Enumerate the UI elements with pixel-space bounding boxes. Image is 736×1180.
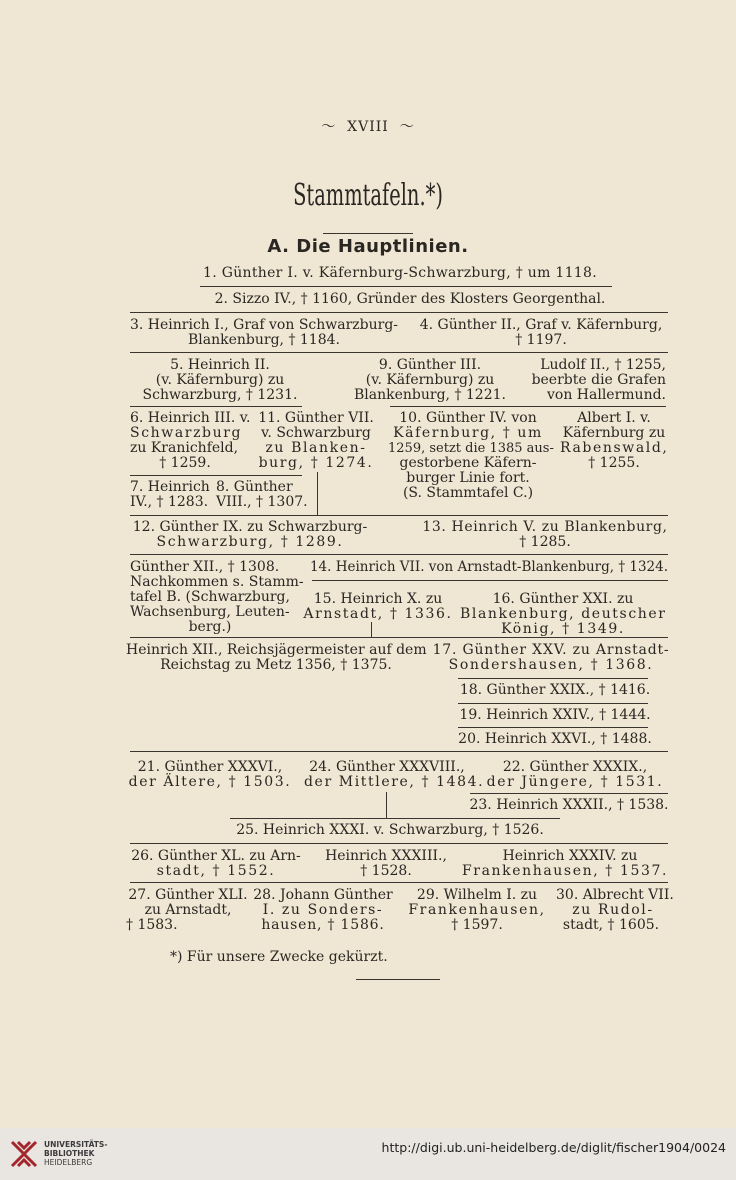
entry-13-line-1: 13. Heinrich V. zu Blankenburg, xyxy=(422,519,668,535)
entry-10-line-2: Käfernburg, † um xyxy=(393,425,543,441)
descent-line-15 xyxy=(371,622,372,638)
entry-6-line-2: Schwarzburg xyxy=(130,425,243,441)
entry-10-line-1: 10. Günther IV. von xyxy=(399,410,537,426)
entry-15-line-2: Arnstadt, † 1336. xyxy=(303,606,453,622)
entry-6-line-3: zu Kranichfeld, xyxy=(130,440,239,456)
bracket-9 xyxy=(390,406,666,407)
entry-29-line-1: 29. Wilhelm I. zu xyxy=(416,887,538,903)
entry-21-line-2: der Ältere, † 1503. xyxy=(128,774,292,790)
entry-28-line-3: hausen, † 1586. xyxy=(261,917,385,933)
entry-hxii-line-1: Heinrich XII., Reichsjägermeister auf dem xyxy=(126,642,427,658)
entry-22-line-2: der Jüngere, † 1531. xyxy=(486,774,664,790)
entry-30-line-1: 30. Albrecht VII. xyxy=(556,887,674,903)
logo-line-1: UNIVERSITÄTS- xyxy=(44,1140,108,1149)
entry-ludolf-line-2: beerbte die Grafen xyxy=(531,372,666,388)
entry-albert-line-4: † 1255. xyxy=(588,455,640,471)
entry-12-line-2: Schwarzburg, † 1289. xyxy=(156,534,344,550)
entry-9-line-3: Blankenburg, † 1221. xyxy=(354,387,506,403)
entry-xii-line-5: berg.) xyxy=(188,619,232,635)
entry-10-line-6: (S. Stammtafel C.) xyxy=(402,485,534,501)
entry-18: 18. Günther XXIX., † 1416. xyxy=(459,682,651,698)
entry-16-line-2: Blankenburg, deutscher xyxy=(460,606,667,622)
bracket-6 xyxy=(130,475,302,476)
entry-xii-line-4: Wachsenburg, Leuten- xyxy=(130,604,290,620)
entry-7-line-2: IV., † 1283. xyxy=(130,494,209,510)
entry-xii-line-3: tafel B. (Schwarzburg, xyxy=(130,589,290,605)
entry-11-line-4: burg, † 1274. xyxy=(258,455,374,471)
entry-4-line-1: 4. Günther II., Graf v. Käfernburg, xyxy=(419,317,663,333)
entry-19: 19. Heinrich XXIV., † 1444. xyxy=(459,707,651,723)
entry-4-line-2: † 1197. xyxy=(515,332,567,348)
entry-13-line-2: † 1285. xyxy=(519,534,571,550)
bracket-25 xyxy=(130,843,668,844)
entry-27-line-3: † 1583. xyxy=(126,917,178,933)
entry-26-line-1: 26. Günther XL. zu Arn- xyxy=(131,848,301,864)
bracket-19 xyxy=(458,727,648,728)
page-number: 〜 XVIII 〜 xyxy=(321,119,415,135)
footer-bar xyxy=(0,1128,736,1180)
entry-hxxxiv-line-1: Heinrich XXXIV. zu xyxy=(502,848,638,864)
bracket-15 xyxy=(130,637,668,638)
entry-hxxxiii-line-1: Heinrich XXXIII., xyxy=(325,848,447,864)
entry-17-line-2: Sondershausen, † 1368. xyxy=(448,657,654,673)
bracket-22 xyxy=(470,793,668,794)
entry-hxxxiii-line-2: † 1528. xyxy=(360,863,412,879)
bracket-3 xyxy=(130,352,668,353)
entry-27-line-2: zu Arnstadt, xyxy=(144,902,232,918)
entry-16-line-1: 16. Günther XXI. zu xyxy=(492,591,634,607)
entry-5-line-1: 5. Heinrich II. xyxy=(170,357,270,373)
entry-24-line-2: der Mittlere, † 1484. xyxy=(304,774,485,790)
entry-30-line-2: zu Rudol- xyxy=(572,902,654,918)
entry-30-line-3: stadt, † 1605. xyxy=(562,917,660,933)
bracket-11 xyxy=(130,515,668,516)
entry-22-line-1: 22. Günther XXXIX., xyxy=(502,759,648,775)
bracket-17 xyxy=(458,678,648,679)
entry-11-line-2: v. Schwarzburg xyxy=(261,425,371,441)
entry-ludolf-line-3: von Hallermund. xyxy=(546,387,666,403)
entry-11-line-3: zu Blanken- xyxy=(265,440,367,456)
section-heading: A. Die Hauptlinien. xyxy=(267,236,469,257)
entry-5-line-2: (v. Käfernburg) zu xyxy=(155,372,285,388)
entry-6-line-4: † 1259. xyxy=(159,455,211,471)
logo-line-2: BIBLIOTHEK xyxy=(44,1149,95,1158)
bracket-2 xyxy=(130,312,668,313)
entry-albert-line-3: Rabenswald, xyxy=(560,440,669,456)
entry-10-line-5: burger Linie fort. xyxy=(406,470,530,486)
entry-albert-line-2: Käfernburg zu xyxy=(562,425,666,441)
title-rule xyxy=(323,233,413,234)
entry-ludolf-line-1: Ludolf II., † 1255, xyxy=(540,357,666,373)
entry-8-line-2: VIII., † 1307. xyxy=(216,494,308,510)
entry-21-line-1: 21. Günther XXXVI., xyxy=(137,759,283,775)
entry-xii-line-2: Nachkommen s. Stamm- xyxy=(130,574,304,590)
entry-16-line-3: König, † 1349. xyxy=(501,621,625,637)
bracket-26 xyxy=(130,882,668,883)
entry-15-line-1: 15. Heinrich X. zu xyxy=(313,591,443,607)
footnote: *) Für unsere Zwecke gekürzt. xyxy=(170,949,388,965)
entry-10-line-4: gestorbene Käfern- xyxy=(399,455,537,471)
entry-23: 23. Heinrich XXXII., † 1538. xyxy=(469,797,669,813)
entry-24-line-1: 24. Günther XXXVIII., xyxy=(309,759,465,775)
entry-14: 14. Heinrich VII. von Arnstadt-Blankenburg, † 1324. xyxy=(309,559,669,575)
entry-9-line-1: 9. Günther III. xyxy=(378,357,482,373)
entry-hxii-line-2: Reichstag zu Metz 1356, † 1375. xyxy=(160,657,392,673)
entry-25: 25. Heinrich XXXI. v. Schwarzburg, † 1526. xyxy=(236,822,544,838)
end-rule xyxy=(356,979,440,980)
entry-8-line-1: 8. Günther xyxy=(216,479,293,495)
entry-28-line-2: I. zu Sonders- xyxy=(262,902,384,918)
entry-11-line-1: 11. Günther VII. xyxy=(258,410,374,426)
entry-5-line-3: Schwarzburg, † 1231. xyxy=(142,387,298,403)
entry-29-line-3: † 1597. xyxy=(451,917,503,933)
entry-17-line-1: 17. Günther XXV. zu Arnstadt- xyxy=(432,642,670,658)
entry-1: 1. Günther I. v. Käfernburg-Schwarzburg, † um 1118. xyxy=(203,265,597,281)
entry-albert-line-1: Albert I. v. xyxy=(577,410,651,426)
descent-line-24 xyxy=(386,792,387,819)
bracket-12 xyxy=(130,554,668,555)
entry-6-line-1: 6. Heinrich III. v. xyxy=(130,410,251,426)
entry-3-line-2: Blankenburg, † 1184. xyxy=(188,332,340,348)
entry-hxxxiv-line-2: Frankenhausen, † 1537. xyxy=(461,863,669,879)
university-logo-icon[interactable] xyxy=(8,1138,40,1170)
page-title: Stammtafeln.*) xyxy=(293,178,443,213)
bracket-24 xyxy=(230,818,560,819)
entry-27-line-1: 27. Günther XLI. xyxy=(128,887,248,903)
entry-xii-line-1: Günther XII., † 1308. xyxy=(130,559,280,575)
bracket-18 xyxy=(458,703,648,704)
bracket-14 xyxy=(312,580,668,581)
ornament-left-icon: 〜 xyxy=(321,119,337,135)
entry-20: 20. Heinrich XXVI., † 1488. xyxy=(458,731,652,747)
entry-10-line-3: 1259, setzt die 1385 aus- xyxy=(388,441,554,456)
entry-2: 2. Sizzo IV., † 1160, Gründer des Klosters Georgenthal. xyxy=(214,291,606,307)
entry-3-line-1: 3. Heinrich I., Graf von Schwarzburg- xyxy=(130,317,399,333)
ornament-right-icon: 〜 xyxy=(399,119,415,135)
entry-26-line-2: stadt, † 1552. xyxy=(156,863,276,879)
bracket-20 xyxy=(130,751,668,752)
entry-7-line-1: 7. Heinrich xyxy=(130,479,210,495)
bracket-1 xyxy=(200,286,612,287)
entry-9-line-2: (v. Käfernburg) zu xyxy=(365,372,495,388)
entry-12-line-1: 12. Günther IX. zu Schwarzburg- xyxy=(132,519,368,535)
descent-line-11 xyxy=(317,472,318,516)
source-url-link[interactable]: http://digi.ub.uni-heidelberg.de/diglit/fischer1904/0024 xyxy=(381,1140,726,1155)
bracket-5 xyxy=(130,406,302,407)
entry-29-line-2: Frankenhausen, xyxy=(408,902,546,918)
logo-line-3: HEIDELBERG xyxy=(44,1158,93,1167)
entry-28-line-1: 28. Johann Günther xyxy=(253,887,393,903)
